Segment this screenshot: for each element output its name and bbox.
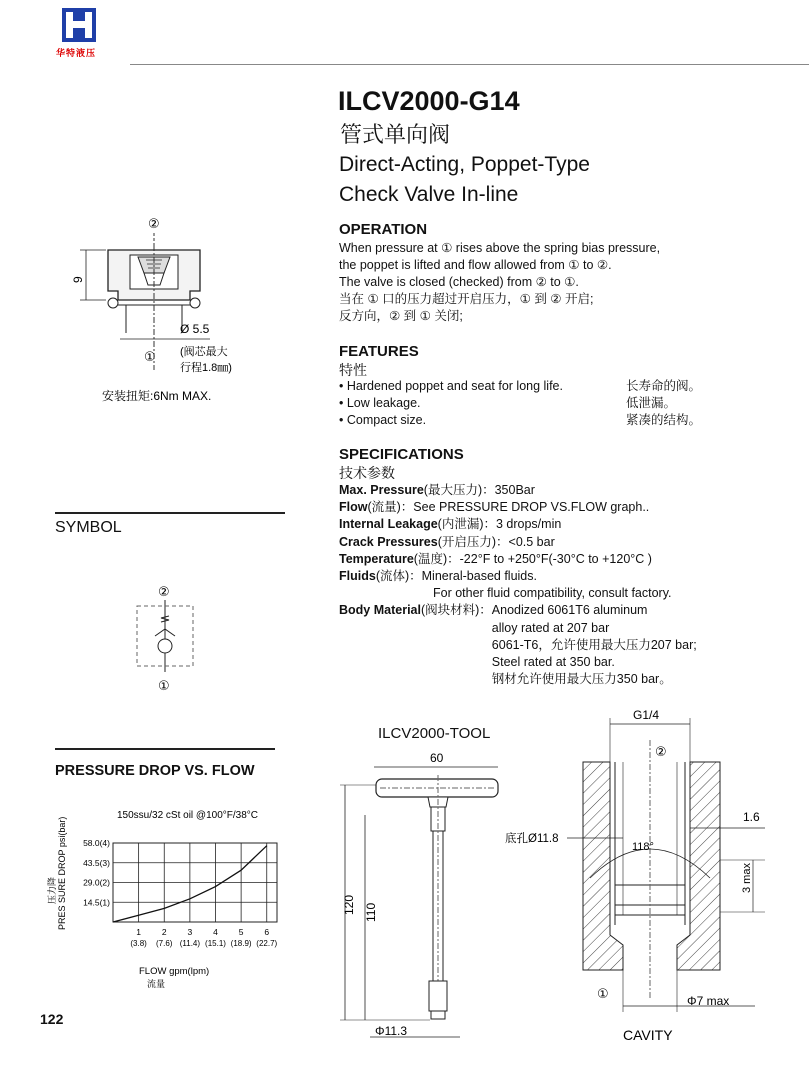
spec-label: Fluids — [339, 569, 376, 584]
spec-label: Body Material — [339, 603, 421, 618]
chart-x-label: FLOW gpm(lpm) — [139, 966, 210, 977]
valve-stroke-line-1: (阀芯最大 — [180, 346, 228, 358]
spec-label-cn: (温度)： — [413, 551, 460, 566]
spec-row — [339, 568, 779, 585]
header-rule — [130, 64, 809, 65]
company-logo — [62, 8, 96, 42]
spec-value: See PRESSURE DROP VS.FLOW graph.. — [413, 500, 650, 515]
spec-row — [339, 499, 779, 516]
operation-line: the poppet is lifted and flow allowed from ① to ②. — [339, 258, 612, 272]
chart-y-tick-label: 29.0(2) — [83, 877, 110, 888]
cavity-thread: G1/4 — [633, 708, 660, 722]
cavity-dim-1-6: 1.6 — [743, 810, 760, 824]
spec-body-lines — [492, 602, 697, 688]
tool-title: ILCV2000-TOOL — [378, 725, 491, 742]
symbol-heading: SYMBOL — [55, 519, 122, 536]
cavity-dim-3max: 3 max — [741, 863, 753, 893]
tool-drawing — [330, 745, 520, 1050]
spec-label: Flow — [339, 500, 368, 515]
operation-line: When pressure at ① rises above the spring bias pressure, — [339, 241, 661, 255]
spec-row — [339, 516, 779, 533]
cavity-label: CAVITY — [623, 1027, 673, 1043]
chart-y-tick-label: 14.5(1) — [83, 897, 110, 908]
chart-x-tick-label: 3 — [187, 927, 193, 937]
valve-stroke-line-2: 行程1.8㎜) — [180, 362, 232, 374]
chart-x-tick-sublabel: (22.7) — [256, 939, 278, 948]
spec-body-line: Anodized 6061T6 aluminum — [491, 603, 648, 618]
valve-port-1-label: ① — [144, 349, 156, 364]
chart-x-ticks — [130, 927, 277, 948]
chart-y-tick-label: 58.0(4) — [83, 838, 110, 848]
feature-item-cn: 低泄漏。 — [626, 396, 677, 410]
spec-body-line: 钢材允许使用最大压力350 bar。 — [491, 672, 672, 687]
chart-x-tick-sublabel: (3.8) — [130, 939, 147, 948]
chart-y-label: PRES SURE DROP psi(bar) — [57, 816, 67, 930]
spec-label-cn: (开启压力)： — [437, 534, 509, 549]
chart-heading: PRESSURE DROP VS. FLOW — [55, 763, 255, 779]
chart-x-tick-label: 4 — [213, 927, 218, 937]
spec-body-line: alloy rated at 207 bar — [491, 620, 610, 635]
operation-line: The valve is closed (checked) from ② to ①. — [339, 275, 579, 289]
spec-value: Mineral-based fluids. — [421, 569, 537, 584]
spec-label-cn: (流量)： — [367, 500, 414, 515]
features-heading: FEATURES — [339, 343, 419, 360]
spec-value: <0.5 bar — [508, 534, 555, 549]
chart-title: 150ssu/32 cSt oil @100°F/38°C — [117, 810, 259, 821]
operation-line: 当在 ① 口的压力超过开启压力，① 到 ② 开启; — [339, 292, 594, 306]
cavity-dim-7max: Φ7 max — [687, 994, 730, 1008]
spec-row — [339, 534, 779, 551]
chart-x-tick-label: 6 — [264, 927, 270, 937]
hydraulic-symbol — [120, 580, 210, 695]
operation-text — [339, 240, 660, 325]
spec-label-cn: (阀块材料)： — [420, 603, 492, 618]
feature-item-cn: 紧凑的结构。 — [626, 413, 702, 427]
spec-label-cn: (内泄漏)： — [437, 517, 496, 532]
spec-label: Internal Leakage — [339, 517, 438, 532]
spec-label: Temperature — [339, 551, 414, 566]
spec-label: Crack Pressures — [339, 534, 438, 549]
cavity-angle: 118° — [632, 841, 654, 853]
subtitle-en-line-2: Check Valve In-line — [339, 183, 519, 206]
tool-dim-60: 60 — [430, 751, 444, 765]
logo-text: 华特液压 — [56, 48, 97, 58]
operation-line: 反方向，② 到 ① 关闭; — [339, 309, 463, 323]
tool-dim-110: 110 — [364, 902, 378, 922]
chart-x-tick-sublabel: (18.9) — [230, 939, 252, 948]
specifications-heading: SPECIFICATIONS — [339, 446, 464, 463]
spec-value: 350Bar — [494, 483, 535, 497]
operation-heading: OPERATION — [339, 221, 428, 238]
product-subtitle-cn: 管式单向阀 — [340, 122, 451, 147]
subtitle-en-line-1: Direct-Acting, Poppet-Type — [339, 153, 590, 176]
feature-item-cn: 长寿命的阀。 — [626, 379, 702, 393]
spec-row — [339, 482, 779, 499]
feature-item: • Low leakage. — [339, 396, 421, 410]
product-subtitle-en — [339, 150, 590, 210]
cavity-port-2: ② — [655, 744, 667, 759]
chart-x-tick-sublabel: (11.4) — [179, 939, 201, 948]
chart-y-label-cn: 压力降 — [47, 876, 57, 904]
valve-dim-dia: Ø 5.5 — [180, 322, 210, 336]
cavity-drill: 底孔Ø11.8 — [505, 833, 559, 845]
spec-value: -22°F to +250°F(-30°C to +120°C ) — [459, 551, 652, 566]
tool-dim-120: 120 — [342, 894, 356, 915]
spec-label: Max. Pressure — [339, 483, 424, 497]
valve-section-drawing — [40, 205, 300, 410]
spec-body-line: 6061-T6，允许使用最大压力207 bar; — [491, 637, 697, 652]
specifications-list — [339, 482, 779, 688]
chart-x-tick-sublabel: (15.1) — [205, 939, 226, 948]
pressure-drop-chart — [47, 800, 300, 990]
chart-rule — [55, 748, 275, 750]
chart-x-tick-sublabel: (7.6) — [156, 939, 173, 948]
chart-x-tick-label: 1 — [136, 927, 141, 937]
spec-label-cn: (最大压力)： — [423, 483, 495, 497]
symbol-rule — [55, 512, 285, 514]
valve-torque: 安装扭矩:6Nm MAX. — [102, 389, 212, 403]
tool-dim-dia: Φ11.3 — [375, 1024, 408, 1038]
cavity-drawing — [495, 700, 795, 1050]
feature-item: • Hardened poppet and seat for long life. — [339, 379, 563, 393]
chart-x-tick-label: 2 — [161, 927, 167, 937]
spec-row — [339, 551, 779, 568]
spec-body-line: Steel rated at 350 bar. — [491, 655, 615, 670]
specifications-heading-cn: 技术参数 — [339, 465, 395, 481]
spec-label-cn: (流体)： — [375, 569, 422, 584]
valve-port-2-label: ② — [148, 216, 160, 231]
product-title: ILCV2000-G14 — [338, 86, 520, 116]
spec-row-body-material — [339, 602, 779, 688]
chart-y-ticks — [83, 838, 110, 907]
valve-dim-9: 9 — [71, 276, 85, 283]
chart-x-label-cn: 流量 — [147, 979, 166, 989]
features-list — [339, 378, 563, 429]
feature-item: • Compact size. — [339, 413, 427, 427]
features-list-cn — [626, 378, 701, 429]
page-number: 122 — [40, 1011, 64, 1027]
symbol-port-2: ② — [158, 584, 170, 599]
chart-grid — [113, 843, 277, 922]
chart-y-tick-label: 43.5(3) — [83, 857, 110, 868]
features-heading-cn: 特性 — [339, 362, 367, 378]
cavity-port-1: ① — [597, 986, 609, 1001]
symbol-port-1: ① — [158, 678, 170, 693]
spec-value: 3 drops/min — [495, 517, 562, 532]
spec-fluids-extra: For other fluid compatibility, consult factory. — [433, 586, 672, 601]
chart-x-tick-label: 5 — [238, 927, 244, 937]
